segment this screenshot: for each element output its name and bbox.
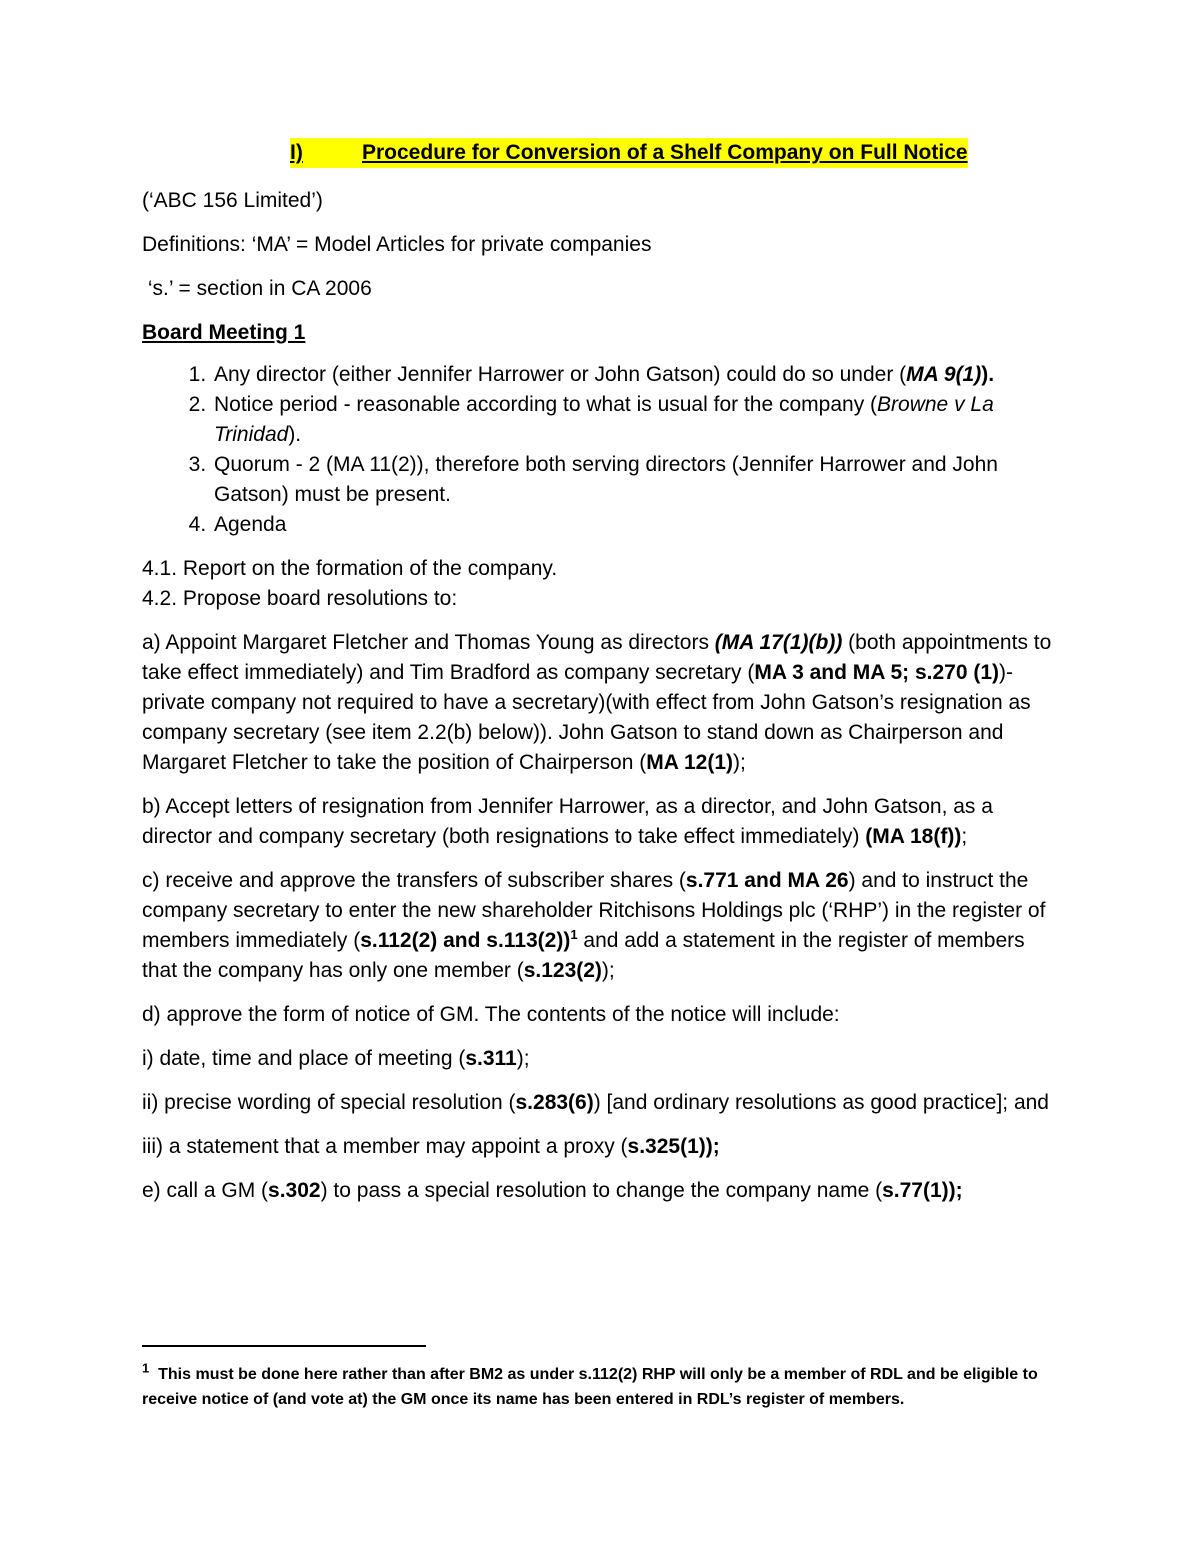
resolution-text: ) (563, 929, 571, 952)
resolution-text: ) and to instruct the company secretary to enter the new shareholder Ritchisons Holdings plc (‘RHP’) in the register of members immediately ( (142, 869, 1046, 952)
resolution-text: b) Accept letters of resignation from Jennifer Harrower, as a director, and John Gatson, as a director and company secretary (both resignations to take effect immediately) (142, 795, 993, 848)
statute-ref: s.123(2) (523, 959, 602, 982)
section-number: I) (290, 138, 362, 168)
definition-s: ‘s.’ = section in CA 2006 (142, 277, 372, 300)
resolution-d: d) approve the form of notice of GM. The contents of the notice will include: (142, 1003, 840, 1026)
resolution-text: ); (948, 1179, 963, 1202)
resolution-b (142, 792, 1062, 852)
document-page (142, 138, 1062, 1220)
article-ref: MA 9(1) (906, 363, 982, 386)
article-ref: (MA 18(f)) (865, 825, 962, 848)
article-ref: MA 3 and MA 5; s.270 (1) (754, 661, 1000, 684)
statute-ref: s.112(2) and s.113(2) (360, 929, 564, 952)
agenda-item-4-2: 4.2. Propose board resolutions to: (142, 587, 458, 610)
statute-ref: s.325(1) (627, 1135, 706, 1158)
statute-ref: s.771 and MA 26 (685, 869, 849, 892)
resolution-a (142, 628, 1062, 778)
resolution-text: ; (961, 825, 968, 848)
resolution-text: (both appointments to take effect immediately) and Tim Bradford as company secretary ( (142, 631, 1052, 684)
agenda-item-4-1: 4.1. Report on the formation of the company. (142, 557, 558, 580)
resolution-text: ); (601, 959, 615, 982)
resolution-text: a) Appoint Margaret Fletcher and Thomas Young as directors (142, 631, 715, 654)
item-text: Any director (either Jennifer Harrower or John Gatson) could do so under ( (214, 363, 907, 386)
list-item (212, 360, 1062, 390)
statute-ref: s.311 (465, 1047, 517, 1070)
statute-ref: s.283(6) (515, 1091, 594, 1114)
statute-ref: s.302 (268, 1179, 321, 1202)
resolution-d-i (142, 1044, 1062, 1074)
definition-ma: Definitions: ‘MA’ = Model Articles for private companies (142, 233, 652, 256)
resolution-text: )- private company not required to have a secretary)(with effect from John Gatson’s resignation as company secretary (see item 2.2(b) below)). John Gatson to stand down as Chairperson and Margaret Fletcher to take the position of Chairperson ( (142, 661, 1031, 774)
company-name: (‘ABC 156 Limited’) (142, 189, 323, 212)
item-text: Agenda (214, 513, 287, 536)
resolution-e (142, 1176, 1062, 1206)
resolution-text: iii) a statement that a member may appoint a proxy ( (142, 1135, 628, 1158)
article-ref: (MA 17(1)(b)) (714, 631, 843, 654)
resolution-text: ii) precise wording of special resolution ( (142, 1091, 516, 1114)
footnote-marker: 1 (142, 1360, 150, 1376)
page-title (142, 138, 1062, 168)
item-text-end: ). (288, 423, 302, 446)
resolution-text: and add a statement in the register of members that the company has only one member ( (142, 929, 1025, 982)
list-item (212, 510, 1062, 540)
resolution-text: ); (705, 1135, 720, 1158)
item-text-end: ). (981, 363, 995, 386)
resolution-text: c) receive and approve the transfers of subscriber shares ( (142, 869, 686, 892)
footnote (142, 1362, 1042, 1412)
footnote-ref[interactable]: 1 (570, 927, 578, 942)
resolution-text: ) to pass a special resolution to change the company name ( (320, 1179, 883, 1202)
resolution-text: ); (733, 751, 746, 774)
resolution-d-iii (142, 1132, 1062, 1162)
article-ref: MA 12(1) (646, 751, 733, 774)
board-meeting-list (142, 360, 1062, 540)
resolution-text: i) date, time and place of meeting ( (142, 1047, 466, 1070)
statute-ref: s.77(1) (882, 1179, 949, 1202)
item-text: Notice period - reasonable according to what is usual for the company ( (214, 393, 878, 416)
footnote-text: This must be done here rather than after BM2 as under s.112(2) RHP will only be a member of RDL and be eligible to receive notice of (and vote at) the GM once its name has been entered in RDL’s register of members. (142, 1366, 1043, 1408)
resolution-text: e) call a GM ( (142, 1179, 269, 1202)
section-title: Procedure for Conversion of a Shelf Company on Full Notice (362, 138, 968, 168)
case-ref: Browne v La Trinidad (214, 393, 994, 446)
resolution-text: ); (516, 1047, 530, 1070)
item-text: Quorum - 2 (MA 11(2)), therefore both serving directors (Jennifer Harrower and John Gatson) must be present. (214, 453, 998, 506)
resolution-c (142, 866, 1062, 986)
resolution-text: ) [and ordinary resolutions as good practice]; and (593, 1091, 1049, 1114)
footnote-separator (142, 1345, 426, 1347)
board-meeting-heading: Board Meeting 1 (142, 321, 306, 344)
list-item (212, 450, 1062, 510)
resolution-d-ii (142, 1088, 1062, 1118)
list-item (212, 390, 1062, 450)
